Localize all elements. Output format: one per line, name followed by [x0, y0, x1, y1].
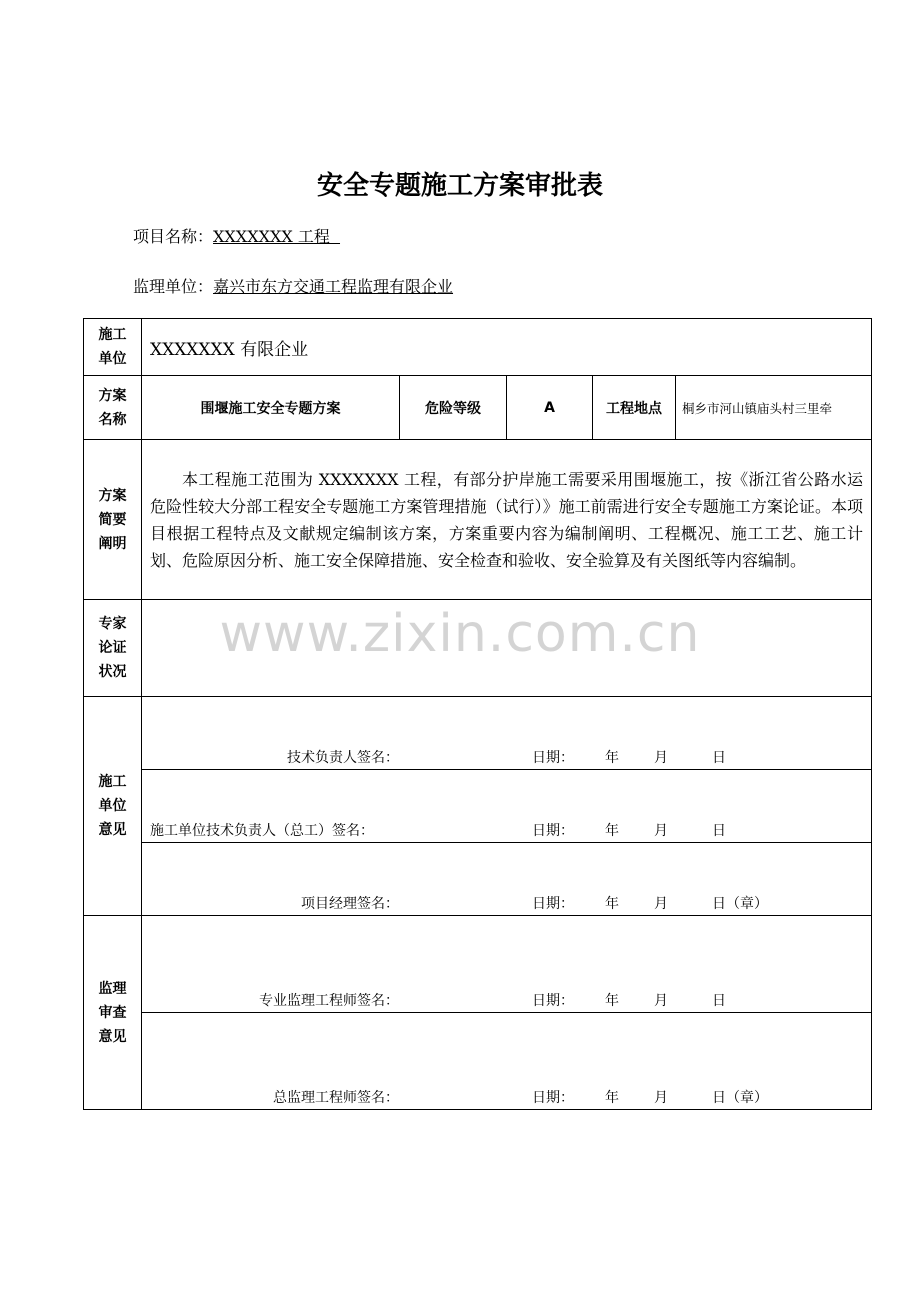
description-row [84, 440, 872, 600]
plan-name-row [84, 376, 872, 440]
label-line: 审查 [98, 1004, 127, 1021]
year-label: 年 [605, 993, 619, 1009]
label-line: 专家 [98, 616, 127, 632]
month-label: 月 [654, 1090, 668, 1106]
risk-level-value: A [507, 376, 593, 440]
signature-cell [142, 697, 872, 770]
year-label: 年 [605, 1090, 619, 1106]
plan-name-label [84, 376, 142, 440]
construction-unit-row [84, 319, 872, 376]
signature-label: 施工单位技术负责人（总工）签名： [150, 823, 374, 839]
date-label: 日期： [532, 993, 574, 1009]
supervision-opinion-row-2 [84, 1013, 872, 1110]
signature-label: 项目经理签名： [301, 896, 400, 912]
unit-opinion-row-1 [84, 697, 872, 770]
supervisor-line [133, 274, 453, 297]
label-line: 方案 [98, 487, 127, 504]
label-line: 监理 [98, 980, 127, 997]
date-label: 日期： [532, 823, 574, 839]
unit-opinion-row-2 [84, 770, 872, 843]
construction-unit-value: XXXXXXX 有限企业 [142, 319, 872, 376]
description-label [84, 440, 142, 600]
approval-table [83, 318, 872, 1110]
supervisor-label: 监理单位： [133, 277, 214, 296]
watermark: www.zixin.com.cn [219, 604, 701, 664]
month-label: 月 [654, 823, 668, 839]
project-name-label: 项目名称： [133, 227, 214, 246]
day-label: 日 [712, 993, 726, 1009]
supervision-opinion-label [84, 916, 142, 1110]
expert-label [84, 600, 142, 697]
project-name-line [133, 224, 340, 247]
label-line: 单位 [98, 798, 127, 814]
label-line: 简要 [98, 511, 127, 528]
year-label: 年 [605, 896, 619, 912]
label-line: 论证 [98, 640, 127, 656]
day-seal-label: 日（章） [712, 1090, 768, 1106]
label-line: 阐明 [98, 535, 127, 552]
label-line: 单位 [98, 351, 127, 367]
day-label: 日 [712, 750, 726, 766]
plan-name-value: 围堰施工安全专题方案 [142, 376, 400, 440]
year-label: 年 [605, 750, 619, 766]
label-line: 施工 [98, 774, 127, 790]
date-label: 日期： [532, 750, 574, 766]
location-label: 工程地点 [593, 376, 676, 440]
location-value: 桐乡市河山镇庙头村三里牵 [676, 376, 872, 440]
unit-opinion-label [84, 697, 142, 916]
expert-content [142, 600, 872, 697]
label-line: 施工 [98, 327, 127, 343]
year-label: 年 [605, 823, 619, 839]
supervision-opinion-row-1 [84, 916, 872, 1013]
signature-cell [142, 843, 872, 916]
construction-unit-label [84, 319, 142, 376]
description-text: 本工程施工范围为 XXXXXXX 工程，有部分护岸施工需要采用围堰施工，按《浙江省公路水运危险性较大分部工程安全专题施工方案管理措施（试行）》施工前需进行安全专题施工方案论证。本项目根据工程特点及文献规定编制该方案，方案重要内容为编制阐明、工程概况、施工工艺、施工计划、危险原因分析、施工安全保障措施、安全检查和验收、安全验算及有关图纸等内容编制。 [142, 440, 872, 600]
label-line: 状况 [98, 664, 127, 680]
signature-cell [142, 1013, 872, 1110]
expert-row [84, 600, 872, 697]
form-title: 安全专题施工方案审批表 [316, 171, 603, 201]
signature-cell [142, 916, 872, 1013]
signature-label: 技术负责人签名： [287, 750, 400, 766]
signature-cell [142, 770, 872, 843]
date-label: 日期： [532, 1090, 574, 1106]
unit-opinion-row-3 [84, 843, 872, 916]
label-line: 意见 [98, 1028, 127, 1045]
signature-label: 总监理工程师签名： [273, 1090, 400, 1106]
label-line: 方案 [98, 387, 127, 404]
label-line: 名称 [98, 411, 127, 428]
project-name-value: XXXXXXX 工程 [213, 227, 341, 246]
date-label: 日期： [532, 896, 574, 912]
label-line: 意见 [98, 822, 127, 838]
supervisor-value: 嘉兴市东方交通工程监理有限企业 [213, 277, 454, 296]
day-seal-label: 日（章） [712, 896, 768, 912]
risk-level-label: 危险等级 [400, 376, 507, 440]
month-label: 月 [654, 993, 668, 1009]
month-label: 月 [654, 750, 668, 766]
signature-label: 专业监理工程师签名： [259, 993, 400, 1009]
day-label: 日 [712, 823, 726, 839]
month-label: 月 [654, 896, 668, 912]
